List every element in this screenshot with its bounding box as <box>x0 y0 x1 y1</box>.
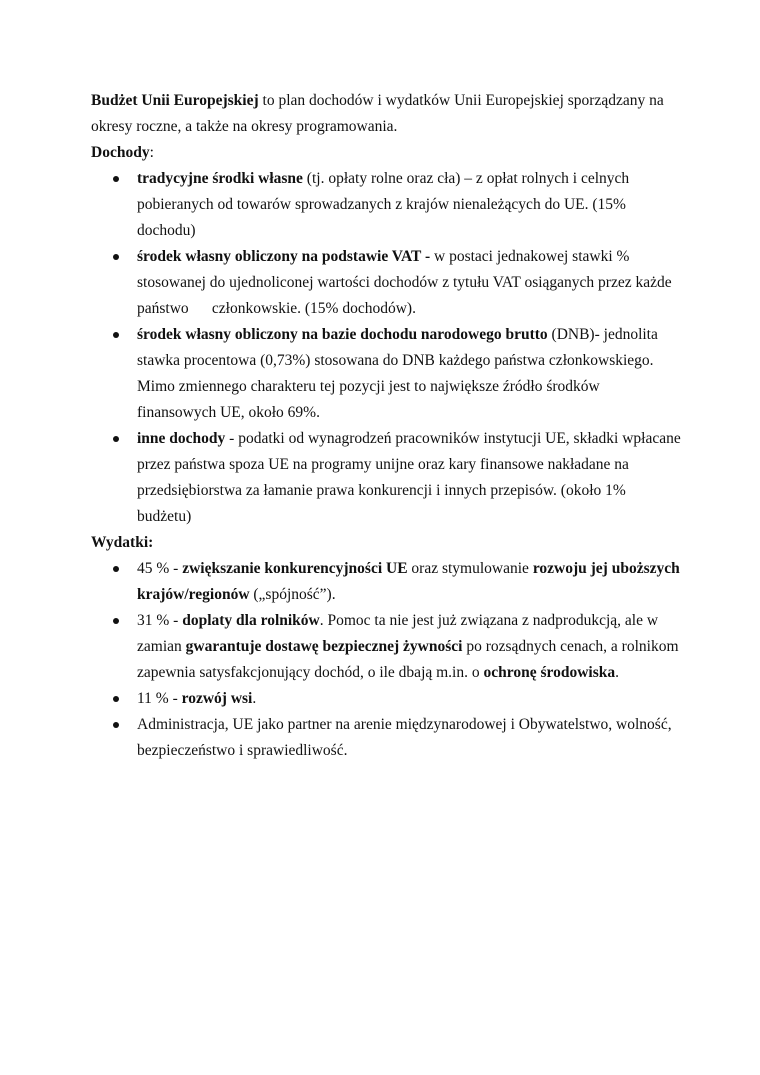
income-item-traditional <box>91 166 681 244</box>
income-item-vat <box>91 244 681 322</box>
expense-bold: gwarantuje dostawę bezpiecznej żywności <box>185 638 463 655</box>
income-item-text: w postaci jednakowej stawki % stosowanej do ujednoliconej wartości dochodów z tytułu VAT osiąganych przez każde państwo członkowskie. (15% dochodów). <box>137 248 676 317</box>
expense-bold: doplaty dla rolników <box>182 612 320 629</box>
expense-bold: ochronę środowiska <box>483 664 616 681</box>
expense-bold: zwiększanie konkurencyjności UE <box>182 560 408 577</box>
income-list <box>91 166 681 530</box>
expense-item-administration <box>91 712 681 764</box>
income-item-text: - podatki od wynagrodzeń pracowników instytucji UE, składki wpłacane przez państwa spoza UE na programy unijne oraz kary finansowe nakładane na przedsiębiorstwa za łamanie prawa konkurencji i innych przepisów. (około 1% budżetu) <box>137 430 681 525</box>
income-heading-colon: : <box>149 144 154 161</box>
expense-text: po rozsądnych cenach, a rolnikom zapewnia satysfakcjonujący dochód, o ile dbają m.in. o <box>137 638 679 681</box>
expense-item-competitiveness <box>91 556 681 608</box>
intro-text: to plan dochodów i wydatków Unii Europejskiej sporządzany na okresy roczne, a także na okresy programowania. <box>91 92 664 135</box>
bullet-icon <box>113 332 119 338</box>
income-item-text: (DNB)- jednolita stawka procentowa (0,73%) stosowana do DNB każdego państwa członkowskiego. Mimo zmiennego charakteru tej pozycji jest to największe źródło środków finansowych UE, około 69%. <box>137 326 658 421</box>
document-page <box>91 88 681 764</box>
bullet-icon <box>113 254 119 260</box>
expenses-heading-label: Wydatki: <box>91 534 154 551</box>
intro-paragraph <box>91 88 681 140</box>
expense-bold: rozwoju jej uboższych krajów/regionów <box>137 560 680 603</box>
bullet-icon <box>113 566 119 572</box>
expense-item-farmers <box>91 608 681 686</box>
expense-text: . <box>615 664 620 681</box>
income-item-bold: środek własny obliczony na podstawie VAT - <box>137 248 431 265</box>
expense-text: Administracja, UE jako partner na arenie międzynarodowej i Obywatelstwo, wolność, bezpieczeństwo i sprawiedliwość. <box>137 716 672 759</box>
income-heading-label: Dochody <box>91 144 150 161</box>
bullet-icon <box>113 436 119 442</box>
intro-term: Budżet Unii Europejskiej <box>91 92 259 109</box>
income-heading <box>91 140 681 166</box>
expenses-list <box>91 556 681 764</box>
bullet-icon <box>113 696 119 702</box>
expense-text: 31 % - <box>137 612 183 629</box>
bullet-icon <box>113 722 119 728</box>
expense-item-rural <box>91 686 681 712</box>
bullet-icon <box>113 176 119 182</box>
expense-text: 45 % - <box>137 560 183 577</box>
income-item-text: (tj. opłaty rolne oraz cła) – z opłat rolnych i celnych pobieranych od towarów sprowadzanych z krajów nienależących do UE. (15% dochodu) <box>137 170 630 239</box>
expense-bold: rozwój wsi <box>181 690 253 707</box>
expense-text: oraz stymulowanie <box>407 560 533 577</box>
expense-text: 11 % - <box>137 690 182 707</box>
expense-text: . Pomoc ta nie jest już związana z nadprodukcją, ale w zamian <box>137 612 659 655</box>
income-item-gni <box>91 322 681 426</box>
income-item-other <box>91 426 681 530</box>
bullet-icon <box>113 618 119 624</box>
expense-text: . <box>252 690 257 707</box>
expense-text: („spójność”). <box>249 586 336 603</box>
income-item-bold: inne dochody <box>137 430 226 447</box>
expenses-heading <box>91 530 681 556</box>
income-item-bold: tradycyjne środki własne <box>137 170 303 187</box>
income-item-bold: środek własny obliczony na bazie dochodu narodowego brutto <box>137 326 548 343</box>
